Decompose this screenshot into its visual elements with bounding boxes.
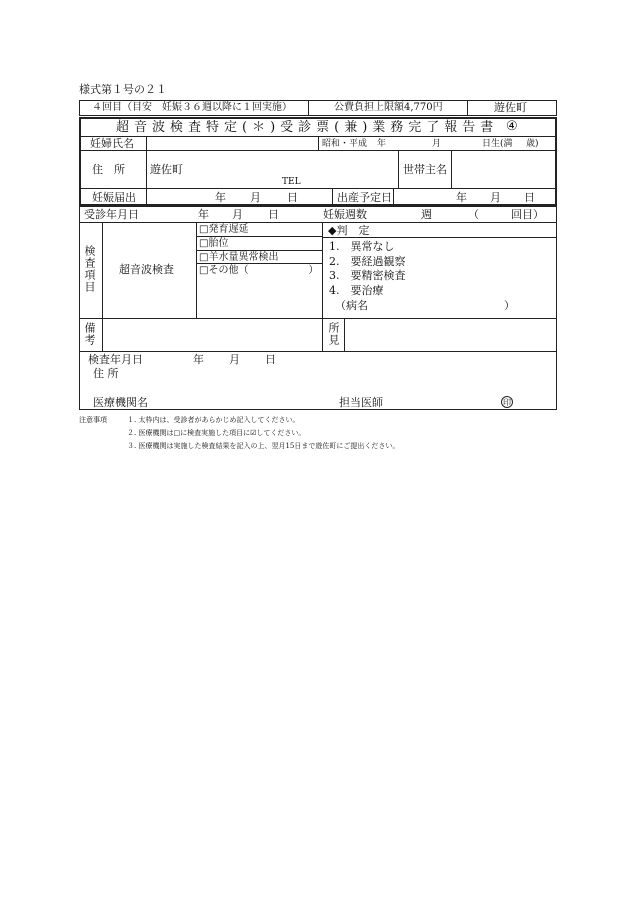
divider [322,222,323,351]
due-year-unit: 年 [456,191,467,204]
result-detailed-exam[interactable]: 3. 要精密検査 [329,269,406,282]
patient-name-label: 妊婦氏名 [90,137,134,150]
seal-icon: 印 [503,397,511,407]
divider [79,222,557,223]
week-unit: 週 [421,208,432,221]
public-limit: 公費負担上限額4,770円 [334,102,443,113]
checkbox-other[interactable]: □その他（ ） [199,265,319,276]
divider [318,136,319,150]
divider [80,188,556,189]
divider [196,263,322,264]
report-month-unit: 月 [250,191,261,204]
divider [146,136,147,206]
exam-month-unit: 月 [229,353,240,366]
birth-day-age: 日生(満 [482,139,513,149]
due-month-unit: 月 [490,191,501,204]
divider [80,150,556,151]
divider [393,188,394,206]
form-title: 超音波検査特定(＊)受診票(兼)業務完了報告書 [116,120,499,135]
divider [196,250,322,251]
exam-type: 超音波検査 [119,263,174,276]
result-observation[interactable]: 2. 要経過観察 [329,255,406,268]
visit-year-unit: 年 [198,208,209,221]
checkbox-amniotic-fluid[interactable]: □羊水量異常検出 [199,252,279,263]
note-item: ２. 医療機関は□に検査実施した項目に☑してください。 [127,429,306,437]
visit-date-label: 受診年月日 [84,208,139,221]
judgement-label: ◆判 定 [328,224,370,237]
exam-year-unit: 年 [193,353,204,366]
divider [102,318,103,351]
birth-era-label: 昭和・平成 [322,139,368,149]
institution-name-label: 医療機関名 [93,396,148,409]
report-day-unit: 日 [287,191,298,204]
doctor-label: 担当医師 [339,396,383,409]
divider [196,236,322,237]
report-year-unit: 年 [215,191,226,204]
address-prefix: 遊佐町 [150,163,183,176]
checkbox-growth-delay[interactable]: □発育遅延 [199,224,249,235]
divider [332,188,333,206]
divider [102,222,103,318]
close-paren: ） [504,299,515,312]
form-number: 様式第１号の２１ [79,83,167,96]
exam-items-label: 検査項目 [83,245,96,293]
visit-info: ４回目（目安 妊娠３６週以降に１回実施） [92,102,292,113]
due-day-unit: 日 [524,191,535,204]
divider [451,150,452,188]
checkbox-fetal-position[interactable]: □胎位 [199,238,229,249]
open-paren: （ [468,208,479,221]
divider [79,351,557,352]
title-mark: ④ [506,119,518,134]
findings-label: 所見 [327,322,340,346]
visit-month-unit: 月 [232,208,243,221]
institution-address-label: 住 所 [93,367,119,380]
notes-title: 注意事項 [79,416,107,424]
divider [322,237,557,238]
disease-label: （病名 [335,299,368,312]
result-treatment[interactable]: 4. 要治療 [329,284,384,297]
due-date-label: 出産予定日 [337,191,392,204]
tel-label: TEL [282,177,301,187]
birth-year-unit: 年 [377,139,387,149]
divider [79,318,557,319]
birth-month-unit: 月 [432,139,442,149]
householder-label: 世帯主名 [403,163,447,176]
divider [344,318,345,351]
exam-date-label: 検査年月日 [88,353,143,366]
note-item: ３. 医療機関は実施した検査結果を記入の上、翌月15日まで遊佐町にご提出ください。 [127,442,400,450]
result-normal[interactable]: 1. 異常なし [329,240,395,253]
divider [467,100,468,116]
remarks-label: 備考 [83,322,96,346]
pregnancy-report-label: 妊娠届出 [92,191,136,204]
town-name: 遊佐町 [494,101,527,114]
visit-day-unit: 日 [268,208,279,221]
address-label: 住 所 [92,163,125,176]
age-suffix: 歳) [526,139,539,149]
divider [308,100,309,116]
count-unit: 回目） [511,208,544,221]
note-item: １. 太枠内は、受診者があらかじめ記入してください。 [127,416,300,424]
exam-day-unit: 日 [265,353,276,366]
divider [398,150,399,188]
weeks-label: 妊娠週数 [323,208,367,221]
